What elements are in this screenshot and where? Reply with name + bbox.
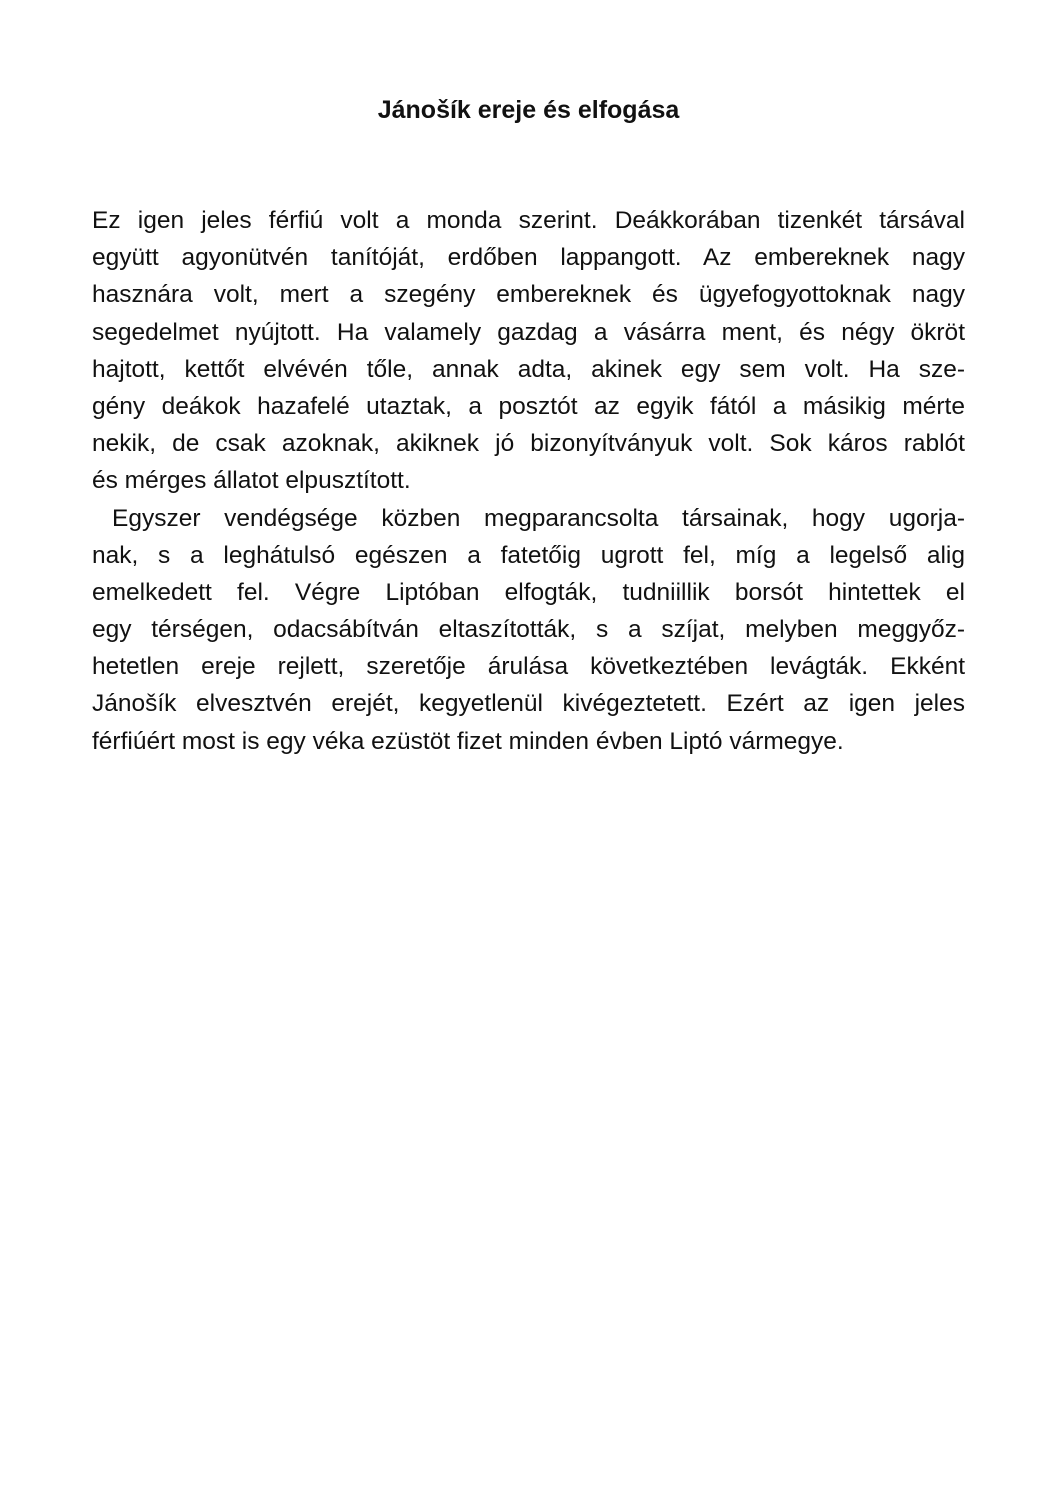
text-line: segedelmet nyújtott. Ha valamely gazdag a vásárra ment, és négy ökröt (92, 318, 965, 346)
text-line: együtt agyonütvén tanítóját, erdőben lappangott. Az embereknek nagy (92, 244, 965, 272)
text-line: férfiúért most is egy véka ezüstöt fizet minden évben Liptó vármegye. (92, 727, 844, 755)
text-line: Ez igen jeles férfiú volt a monda szerint. Deákkorában tizenkét társával (92, 207, 965, 234)
text-line: Egyszer vendégsége közben megparancsolta társainak, hogy ugorja- (112, 504, 965, 532)
document-title: Jánošík ereje és elfogása (377, 96, 680, 124)
paragraph-2 (92, 500, 965, 760)
document-body (92, 202, 965, 760)
text-line: és mérges állatot elpusztított. (92, 467, 411, 495)
text-line: Jánošík elvesztvén erejét, kegyetlenül kivégeztetett. Ezért az igen jeles (92, 690, 965, 718)
text-line: nekik, de csak azoknak, akiknek jó bizonyítványuk volt. Sok káros rablót (92, 430, 965, 458)
text-line: hajtott, kettőt elvévén tőle, annak adta, akinek egy sem volt. Ha sze- (92, 355, 965, 383)
text-line: hasznára volt, mert a szegény embereknek és ügyefogyottoknak nagy (92, 281, 965, 309)
text-line: egy térségen, odacsábítván eltaszították, s a szíjat, melyben meggyőz- (92, 616, 965, 644)
paragraph-1 (92, 202, 965, 500)
text-line: gény deákok hazafelé utaztak, a posztót az egyik fától a másikig mérte (92, 392, 965, 420)
text-line: emelkedett fel. Végre Liptóban elfogták, tudniillik borsót hintettek el (92, 578, 965, 606)
text-line: nak, s a leghátulsó egészen a fatetőig ugrott fel, míg a legelső alig (92, 541, 965, 569)
text-line: hetetlen ereje rejlett, szeretője árulása következtében levágták. Ekként (92, 653, 965, 681)
